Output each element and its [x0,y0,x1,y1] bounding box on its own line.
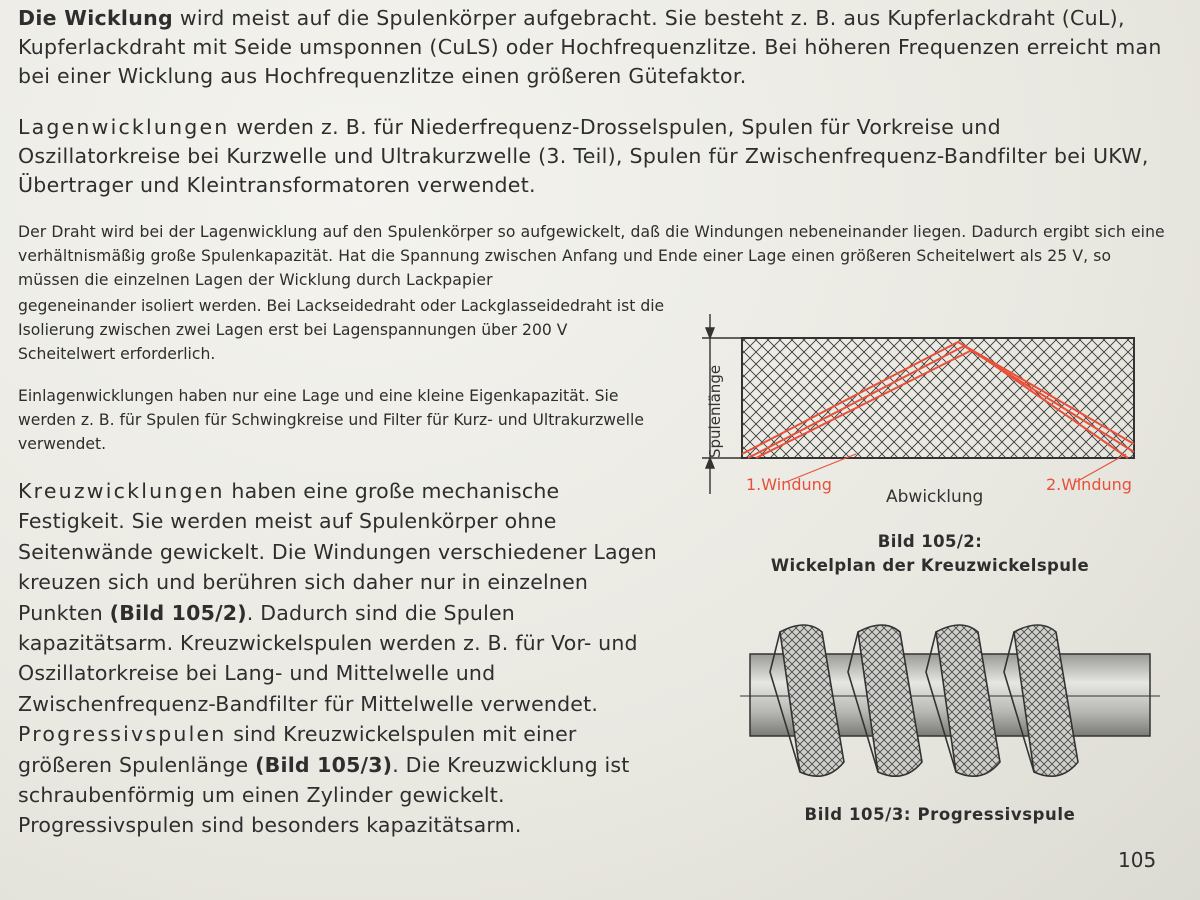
lagenwicklung-text: werden z. B. für Niederfrequenz-Drosselspulen, Spulen für Vorkreise und Oszillatorkreise bei Kurzwelle und Ultrakurzwelle (3. Teil), Spulen für Zwischenfrequenz-Bandfilter bei UKW, Übertrager und Kleintransformatoren verwendet. [18,115,1149,197]
kreuz-text-1: haben eine große mechanische Festigkeit. Sie werden meist auf Spulenkörper ohne Seitenwände gewickelt. Die Windungen verschiedener Lagen kreuzen sich und berühren sich daher nur in einzelnen Punkten [18,479,657,625]
label-abwicklung: Abwicklung [886,487,984,507]
winding-grid [742,338,1134,458]
small-paragraph-2: gegeneinander isoliert werden. Bei Lackseidedraht oder Lackglasseidedraht ist die Isolierung zwischen zwei Lagen erst bei Lagenspannungen über 200 V Scheitelwert erforderlich. [18,297,665,363]
axis-label-spulenlaenge: Spulenlänge [706,364,724,458]
lagenwicklung-paragraph [18,113,1168,200]
kreuzwicklung-term: Kreuzwicklungen [18,479,225,503]
progressive-coil-illustration [740,612,1160,790]
caption-title: Wickelplan der Kreuzwickelspule [770,556,1090,575]
kreuz-text-4: . Die Kreuzwicklung ist schraubenförmig um einen Zylinder gewickelt. Progressivspulen sind besonders kapazitätsarm. [18,752,630,838]
kreuz-text-3: sind Kreuzwickelspulen mit einer größeren Spulenlänge [18,722,577,777]
intro-text: wird meist auf die Spulenkörper aufgebracht. Sie besteht z. B. aus Kupferlackdraht (CuL), Kupferlackdraht mit Seide umsponnen (CuLS) oder Hochfrequenzlitze. Bei höheren Frequenzen erreicht man bei einer Wicklung aus Hochfrequenzlitze einen größeren Gütefaktor. [18,6,1162,88]
einlagen-paragraph: Einlagenwicklungen haben nur eine Lage und eine kleine Eigenkapazität. Sie werden z. B. für Spulen für Schwingkreise und Filter für Kurz- und Ultrakurzwelle verwendet. [18,387,644,453]
figure-ref-105-2: (Bild 105/2) [109,600,247,625]
page-number: 105 [1118,848,1157,872]
winding-plan-diagram [696,304,1166,514]
figure-ref-105-3: (Bild 105/3) [255,752,393,777]
figure-105-3-caption: Bild 105/3: Progressivspule [804,805,1076,824]
intro-term: Die Wicklung [18,6,173,30]
intro-paragraph [18,4,1168,91]
figure-105-2-caption [700,530,1160,578]
kreuzwicklung-paragraph [18,476,668,841]
progressivspulen-term: Progressivspulen [18,722,227,747]
kreuz-text-2: . Dadurch sind die Spulen kapazitätsarm. Kreuzwickelspulen werden z. B. für Vor- und Oszillatorkreise bei Lang- und Mittelwelle und Zwischenfrequenz-Bandfilter für Mittelwelle verwendet. [18,600,638,716]
lagenwicklung-term: Lagenwicklungen [18,115,230,139]
label-second-winding: 2.Windung [1046,475,1132,494]
label-first-winding: 1.Windung [746,475,832,494]
small-paragraph-1: Der Draht wird bei der Lagenwicklung auf den Spulenkörper so aufgewickelt, daß die Windungen nebeneinander liegen. Dadurch ergibt sich eine verhältnismäßig große Spulenkapazität. Hat die Spannung zwischen Anfang und Ende einer Lage einen größeren Scheitelwert als 25 V, so müssen die einzelnen Lagen der Wicklung durch Lackpapier [18,223,1165,289]
caption-number: Bild 105/2: [877,532,983,551]
